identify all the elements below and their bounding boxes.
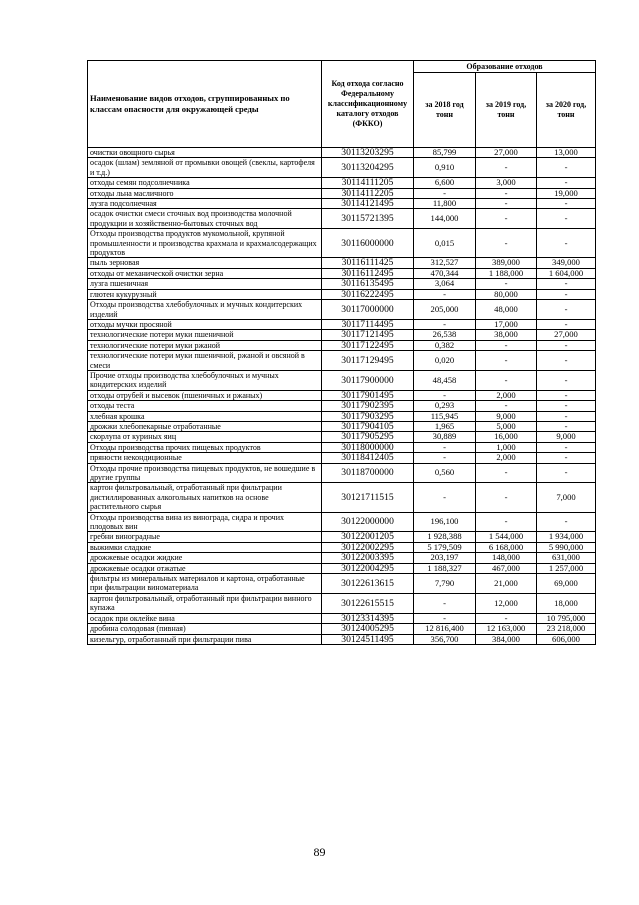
value-2020-cell: 349,000 (537, 258, 596, 268)
value-2020-cell: - (537, 401, 596, 411)
value-2020-cell: - (537, 370, 596, 390)
table-row (88, 634, 596, 644)
value-2020-cell: 10 795,000 (537, 613, 596, 623)
waste-name-cell: дрожжи хлебопекарные отработанные (88, 421, 322, 431)
value-2019-cell: 6 168,000 (476, 542, 537, 552)
table-row (88, 624, 596, 634)
table-row (88, 148, 596, 158)
page-number: 89 (313, 845, 326, 859)
waste-code-cell: 30117902395 (322, 401, 414, 411)
waste-name-cell: осадок при оклейке вина (88, 613, 322, 623)
table-row (88, 574, 596, 594)
waste-name-cell: глютен кукурузный (88, 289, 322, 299)
table-row (88, 209, 596, 229)
value-2020-cell: - (537, 442, 596, 452)
waste-code-cell: 30122615515 (322, 593, 414, 613)
waste-name-cell: скорлупа от куриных яиц (88, 432, 322, 442)
waste-name-cell: отходы мучки просяной (88, 319, 322, 329)
waste-code-cell: 30113203295 (322, 148, 414, 158)
waste-name-cell: Отходы производства прочих пищевых продуктов (88, 442, 322, 452)
waste-code-cell: 30121711515 (322, 483, 414, 512)
value-2019-cell: 27,000 (476, 148, 537, 158)
value-2019-cell: 12 163,000 (476, 624, 537, 634)
waste-code-cell: 30124511495 (322, 634, 414, 644)
value-2018-cell: 1 928,388 (414, 532, 476, 542)
value-2019-cell: 389,000 (476, 258, 537, 268)
header-code-cell: Код отхода согласно Федеральному классификационному каталогу отходов (ФККО) (322, 61, 414, 148)
value-2019-cell: - (476, 279, 537, 289)
table-row (88, 229, 596, 258)
table-row (88, 289, 596, 299)
value-2018-cell: 196,100 (414, 512, 476, 532)
waste-name-cell: дробина солодовая (пивная) (88, 624, 322, 634)
waste-code-cell: 30117122495 (322, 340, 414, 350)
value-2019-cell: 1,000 (476, 442, 537, 452)
waste-code-cell: 30117904105 (322, 421, 414, 431)
waste-code-cell: 30117905295 (322, 432, 414, 442)
waste-table (87, 60, 596, 645)
waste-code-cell: 30122004295 (322, 563, 414, 573)
value-2020-cell: 7,000 (537, 483, 596, 512)
waste-name-cell: лузга подсолнечная (88, 199, 322, 209)
waste-code-cell: 30117121495 (322, 330, 414, 340)
waste-name-cell: отходы льна масличного (88, 188, 322, 198)
value-2019-cell: 48,000 (476, 300, 537, 320)
value-2018-cell: 470,344 (414, 268, 476, 278)
waste-code-cell: 30118000000 (322, 442, 414, 452)
waste-code-cell: 30122003395 (322, 553, 414, 563)
value-2020-cell: - (537, 229, 596, 258)
value-2018-cell: 144,000 (414, 209, 476, 229)
value-2020-cell: - (537, 300, 596, 320)
table-row (88, 512, 596, 532)
table-row (88, 370, 596, 390)
waste-code-cell: 30118412405 (322, 453, 414, 463)
table-row (88, 563, 596, 573)
header-name-cell: Наименование видов отходов, сгруппированных по классам опасности для окружающей среды (88, 61, 322, 148)
value-2018-cell: 0,293 (414, 401, 476, 411)
value-2020-cell: 1 604,000 (537, 268, 596, 278)
value-2019-cell: 2,000 (476, 453, 537, 463)
waste-code-cell: 30117000000 (322, 300, 414, 320)
table-row (88, 178, 596, 188)
value-2018-cell: - (414, 390, 476, 400)
value-2019-cell: - (476, 188, 537, 198)
value-2018-cell: 0,560 (414, 463, 476, 483)
waste-name-cell: технологические потери муки ржаной (88, 340, 322, 350)
value-2018-cell: - (414, 453, 476, 463)
value-2018-cell: 0,020 (414, 351, 476, 371)
waste-name-cell: отходы отрубей и высевок (пшеничных и ржаных) (88, 390, 322, 400)
value-2018-cell: 203,197 (414, 553, 476, 563)
table-row (88, 483, 596, 512)
table-row (88, 613, 596, 623)
table-row (88, 258, 596, 268)
value-2019-cell: 148,000 (476, 553, 537, 563)
waste-name-cell: пряности некондиционные (88, 453, 322, 463)
value-2020-cell: - (537, 199, 596, 209)
value-2018-cell: 115,945 (414, 411, 476, 421)
table-row (88, 390, 596, 400)
value-2018-cell: 3,064 (414, 279, 476, 289)
value-2018-cell: 356,700 (414, 634, 476, 644)
value-2018-cell: 11,800 (414, 199, 476, 209)
value-2020-cell: - (537, 279, 596, 289)
waste-name-cell: Отходы производства хлебобулочных и мучных кондитерских изделий (88, 300, 322, 320)
value-2018-cell: 12 816,400 (414, 624, 476, 634)
waste-code-cell: 30118700000 (322, 463, 414, 483)
value-2020-cell: 13,000 (537, 148, 596, 158)
value-2020-cell: - (537, 390, 596, 400)
value-2020-cell: 1 934,000 (537, 532, 596, 542)
value-2019-cell: - (476, 370, 537, 390)
value-2019-cell: - (476, 483, 537, 512)
table-row (88, 188, 596, 198)
value-2019-cell: - (476, 199, 537, 209)
value-2020-cell: - (537, 512, 596, 532)
value-2020-cell: - (537, 351, 596, 371)
value-2020-cell: 1 257,000 (537, 563, 596, 573)
table-row (88, 542, 596, 552)
table-header-row-1 (88, 61, 596, 73)
waste-name-cell: технологические потери муки пшеничной, ржаной и овсяной в смеси (88, 351, 322, 371)
table-row (88, 319, 596, 329)
value-2019-cell: - (476, 613, 537, 623)
table-row (88, 300, 596, 320)
waste-name-cell: кизельгур, отработанный при фильтрации пива (88, 634, 322, 644)
value-2020-cell: 5 990,000 (537, 542, 596, 552)
value-2018-cell: 85,799 (414, 148, 476, 158)
header-2018-cell: за 2018 год тонн (414, 73, 476, 148)
waste-name-cell: отходы от механической очистки зерна (88, 268, 322, 278)
value-2019-cell: 17,000 (476, 319, 537, 329)
waste-code-cell: 30122001205 (322, 532, 414, 542)
waste-code-cell: 30114111205 (322, 178, 414, 188)
value-2020-cell: 23 218,000 (537, 624, 596, 634)
table-row (88, 593, 596, 613)
table-row (88, 401, 596, 411)
value-2019-cell: 3,000 (476, 178, 537, 188)
table-row (88, 268, 596, 278)
waste-name-cell: гребни виноградные (88, 532, 322, 542)
value-2020-cell: 27,000 (537, 330, 596, 340)
value-2018-cell: - (414, 188, 476, 198)
value-2019-cell: 2,000 (476, 390, 537, 400)
value-2018-cell: - (414, 319, 476, 329)
value-2019-cell: 80,000 (476, 289, 537, 299)
value-2019-cell: - (476, 512, 537, 532)
waste-code-cell: 30117901495 (322, 390, 414, 400)
value-2020-cell: 19,000 (537, 188, 596, 198)
value-2018-cell: - (414, 613, 476, 623)
value-2020-cell: 606,000 (537, 634, 596, 644)
value-2020-cell: - (537, 453, 596, 463)
table-row (88, 351, 596, 371)
waste-code-cell: 30117900000 (322, 370, 414, 390)
value-2020-cell: - (537, 289, 596, 299)
value-2020-cell: - (537, 421, 596, 431)
value-2020-cell: - (537, 340, 596, 350)
value-2019-cell: 1 188,000 (476, 268, 537, 278)
header-2020-cell: за 2020 год, тонн (537, 73, 596, 148)
value-2019-cell: - (476, 340, 537, 350)
value-2019-cell: - (476, 463, 537, 483)
table-row (88, 432, 596, 442)
value-2018-cell: 0,015 (414, 229, 476, 258)
waste-name-cell: Прочие отходы производства хлебобулочных и мучных кондитерских изделий (88, 370, 322, 390)
value-2018-cell: 5 179,509 (414, 542, 476, 552)
table-row (88, 279, 596, 289)
header-group-cell: Образование отходов (414, 61, 596, 73)
waste-name-cell: хлебная крошка (88, 411, 322, 421)
waste-code-cell: 30124005295 (322, 624, 414, 634)
table-row (88, 532, 596, 542)
table-row (88, 442, 596, 452)
value-2020-cell: - (537, 411, 596, 421)
value-2018-cell: 312,527 (414, 258, 476, 268)
table-row (88, 340, 596, 350)
waste-code-cell: 30113204295 (322, 158, 414, 178)
waste-name-cell: пыль зерновая (88, 258, 322, 268)
waste-name-cell: технологические потери муки пшеничной (88, 330, 322, 340)
value-2019-cell: 5,000 (476, 421, 537, 431)
value-2018-cell: - (414, 483, 476, 512)
waste-code-cell: 30116222495 (322, 289, 414, 299)
value-2020-cell: - (537, 158, 596, 178)
value-2019-cell: - (476, 351, 537, 371)
value-2020-cell: - (537, 463, 596, 483)
value-2018-cell: 1 188,327 (414, 563, 476, 573)
table-row (88, 463, 596, 483)
value-2019-cell: - (476, 158, 537, 178)
value-2019-cell: 9,000 (476, 411, 537, 421)
waste-name-cell: отходы теста (88, 401, 322, 411)
waste-code-cell: 30117129495 (322, 351, 414, 371)
value-2018-cell: 30,889 (414, 432, 476, 442)
waste-name-cell: картон фильтровальный, отработанный при фильтрации винного купажа (88, 593, 322, 613)
value-2019-cell: 21,000 (476, 574, 537, 594)
waste-code-cell: 30122000000 (322, 512, 414, 532)
table-row (88, 421, 596, 431)
waste-name-cell: Отходы производства продуктов мукомольной, крупяной промышленности и производства крахмала и крахмалсодержащих продуктов (88, 229, 322, 258)
table-row (88, 158, 596, 178)
waste-name-cell: отходы семян подсолнечника (88, 178, 322, 188)
waste-name-cell: Отходы прочие производства пищевых продуктов, не вошедшие в другие группы (88, 463, 322, 483)
table-row (88, 199, 596, 209)
value-2019-cell: 384,000 (476, 634, 537, 644)
table-row (88, 553, 596, 563)
waste-code-cell: 30116135495 (322, 279, 414, 289)
waste-name-cell: осадок (шлам) земляной от промывки овощей (свеклы, картофеля и т.д.) (88, 158, 322, 178)
waste-code-cell: 30116111425 (322, 258, 414, 268)
header-2019-cell: за 2019 год, тонн (476, 73, 537, 148)
waste-code-cell: 30122613615 (322, 574, 414, 594)
waste-name-cell: осадок очистки смеси сточных вод производства молочной продукции и хозяйственно-бытовых сточных вод (88, 209, 322, 229)
waste-name-cell: очистки овощного сырья (88, 148, 322, 158)
value-2019-cell: 1 544,000 (476, 532, 537, 542)
value-2019-cell: - (476, 209, 537, 229)
waste-name-cell: картон фильтровальный, отработанный при фильтрации дистиллированных алкогольных напитков на основе растительного сырья (88, 483, 322, 512)
value-2018-cell: 26,538 (414, 330, 476, 340)
value-2019-cell: - (476, 401, 537, 411)
waste-code-cell: 30115721395 (322, 209, 414, 229)
value-2018-cell: 0,382 (414, 340, 476, 350)
waste-code-cell: 30114112205 (322, 188, 414, 198)
value-2018-cell: 1,965 (414, 421, 476, 431)
table-row (88, 453, 596, 463)
waste-code-cell: 30123314395 (322, 613, 414, 623)
value-2018-cell: - (414, 442, 476, 452)
value-2020-cell: - (537, 319, 596, 329)
value-2019-cell: 12,000 (476, 593, 537, 613)
value-2020-cell: 18,000 (537, 593, 596, 613)
value-2020-cell: 69,000 (537, 574, 596, 594)
value-2020-cell: - (537, 209, 596, 229)
value-2019-cell: 467,000 (476, 563, 537, 573)
waste-code-cell: 30117903295 (322, 411, 414, 421)
value-2018-cell: - (414, 593, 476, 613)
waste-code-cell: 30116112495 (322, 268, 414, 278)
value-2018-cell: 6,600 (414, 178, 476, 188)
value-2019-cell: 16,000 (476, 432, 537, 442)
value-2020-cell: 631,000 (537, 553, 596, 563)
value-2018-cell: 7,790 (414, 574, 476, 594)
table-row (88, 330, 596, 340)
waste-code-cell: 30116000000 (322, 229, 414, 258)
value-2018-cell: 205,000 (414, 300, 476, 320)
value-2018-cell: 0,910 (414, 158, 476, 178)
value-2019-cell: - (476, 229, 537, 258)
value-2020-cell: 9,000 (537, 432, 596, 442)
waste-name-cell: Отходы производства вина из винограда, сидра и прочих плодовых вин (88, 512, 322, 532)
waste-name-cell: дрожжевые осадки жидкие (88, 553, 322, 563)
table-row (88, 411, 596, 421)
waste-name-cell: лузга пшеничная (88, 279, 322, 289)
waste-name-cell: фильтры из минеральных материалов и картона, отработанные при фильтрации виноматериала (88, 574, 322, 594)
waste-code-cell: 30122002295 (322, 542, 414, 552)
value-2018-cell: - (414, 289, 476, 299)
waste-name-cell: выжимки сладкие (88, 542, 322, 552)
value-2020-cell: - (537, 178, 596, 188)
value-2019-cell: 38,000 (476, 330, 537, 340)
value-2018-cell: 48,458 (414, 370, 476, 390)
waste-name-cell: дрожжевые осадки отжатые (88, 563, 322, 573)
waste-code-cell: 30114121495 (322, 199, 414, 209)
waste-code-cell: 30117114495 (322, 319, 414, 329)
